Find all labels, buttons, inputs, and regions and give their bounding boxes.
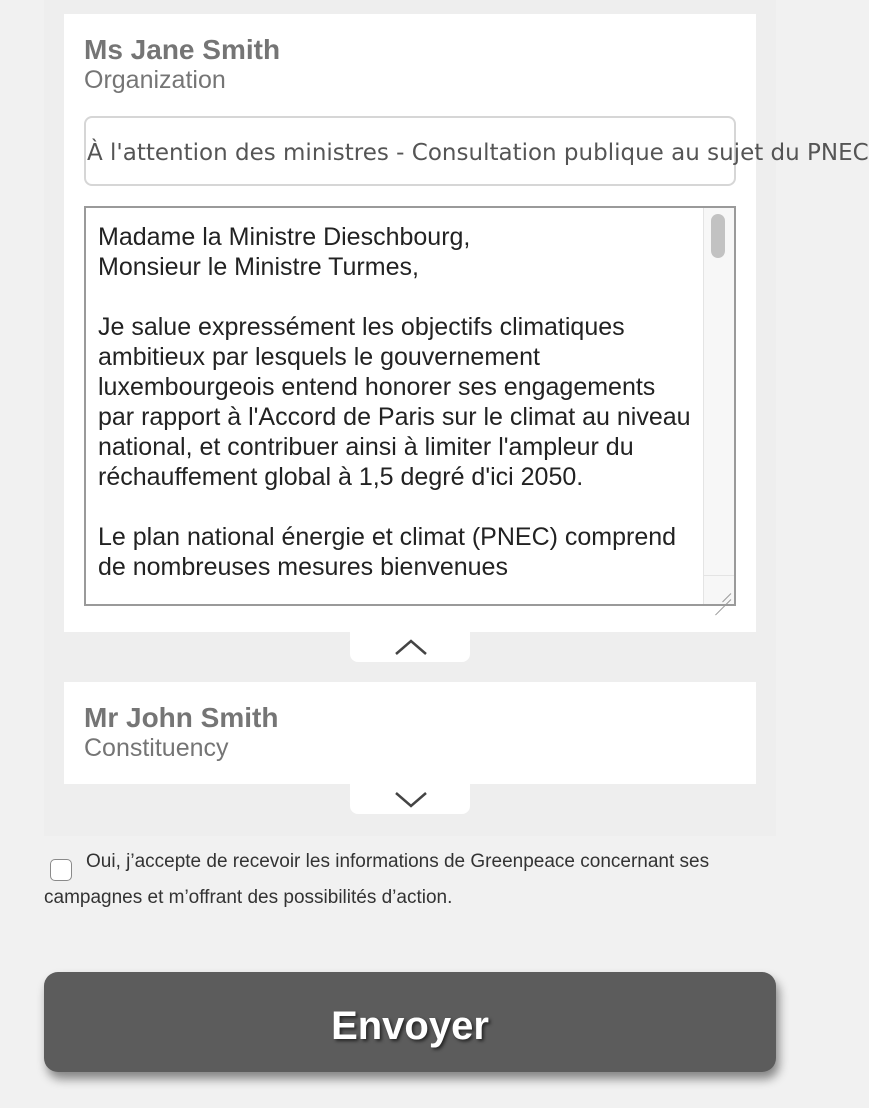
recipient-name: Ms Jane Smith <box>84 34 281 65</box>
recipient-card-john-smith[interactable] <box>64 682 756 784</box>
chevron-down-icon <box>394 788 428 810</box>
subject-input[interactable]: À l'attention des ministres - Consultation publique au sujet du PNEC <box>84 116 736 186</box>
resize-handle-icon[interactable] <box>704 575 734 604</box>
send-button[interactable]: Envoyer <box>44 972 776 1072</box>
message-textarea[interactable] <box>84 206 736 606</box>
chevron-up-icon <box>394 636 428 658</box>
recipient-card-jane-smith <box>64 14 869 632</box>
collapse-recipient-button[interactable] <box>350 632 470 662</box>
expand-recipient-button[interactable] <box>350 784 470 814</box>
recipient-subtitle: Organization <box>84 66 226 94</box>
consent-label[interactable]: Oui, j’accepte de recevoir les informations de Greenpeace concernant ses campagnes et m’offrant des possibilités d’action. <box>44 851 710 908</box>
consent-row <box>44 845 774 914</box>
message-text[interactable]: Madame la Ministre Dieschbourg, Monsieur le Ministre Turmes, Je salue expressément les objectifs climatiques ambitieux par lesquels le gouvernement luxembourgeois entend honorer ses engagements par rapport à l'Accord de Paris sur le climat au niveau national, et contribuer ainsi à limiter l'ampleur du réchauffement global à 1,5 degré d'ici 2050. Le plan national énergie et climat (PNEC) comprend de nombreuses mesures bienvenues <box>98 223 691 581</box>
scrollbar-thumb[interactable] <box>711 214 725 258</box>
message-scrollbar[interactable] <box>703 208 734 604</box>
recipient-name: Mr John Smith <box>84 702 279 733</box>
consent-checkbox[interactable] <box>50 859 72 881</box>
recipient-subtitle: Constituency <box>84 734 229 762</box>
